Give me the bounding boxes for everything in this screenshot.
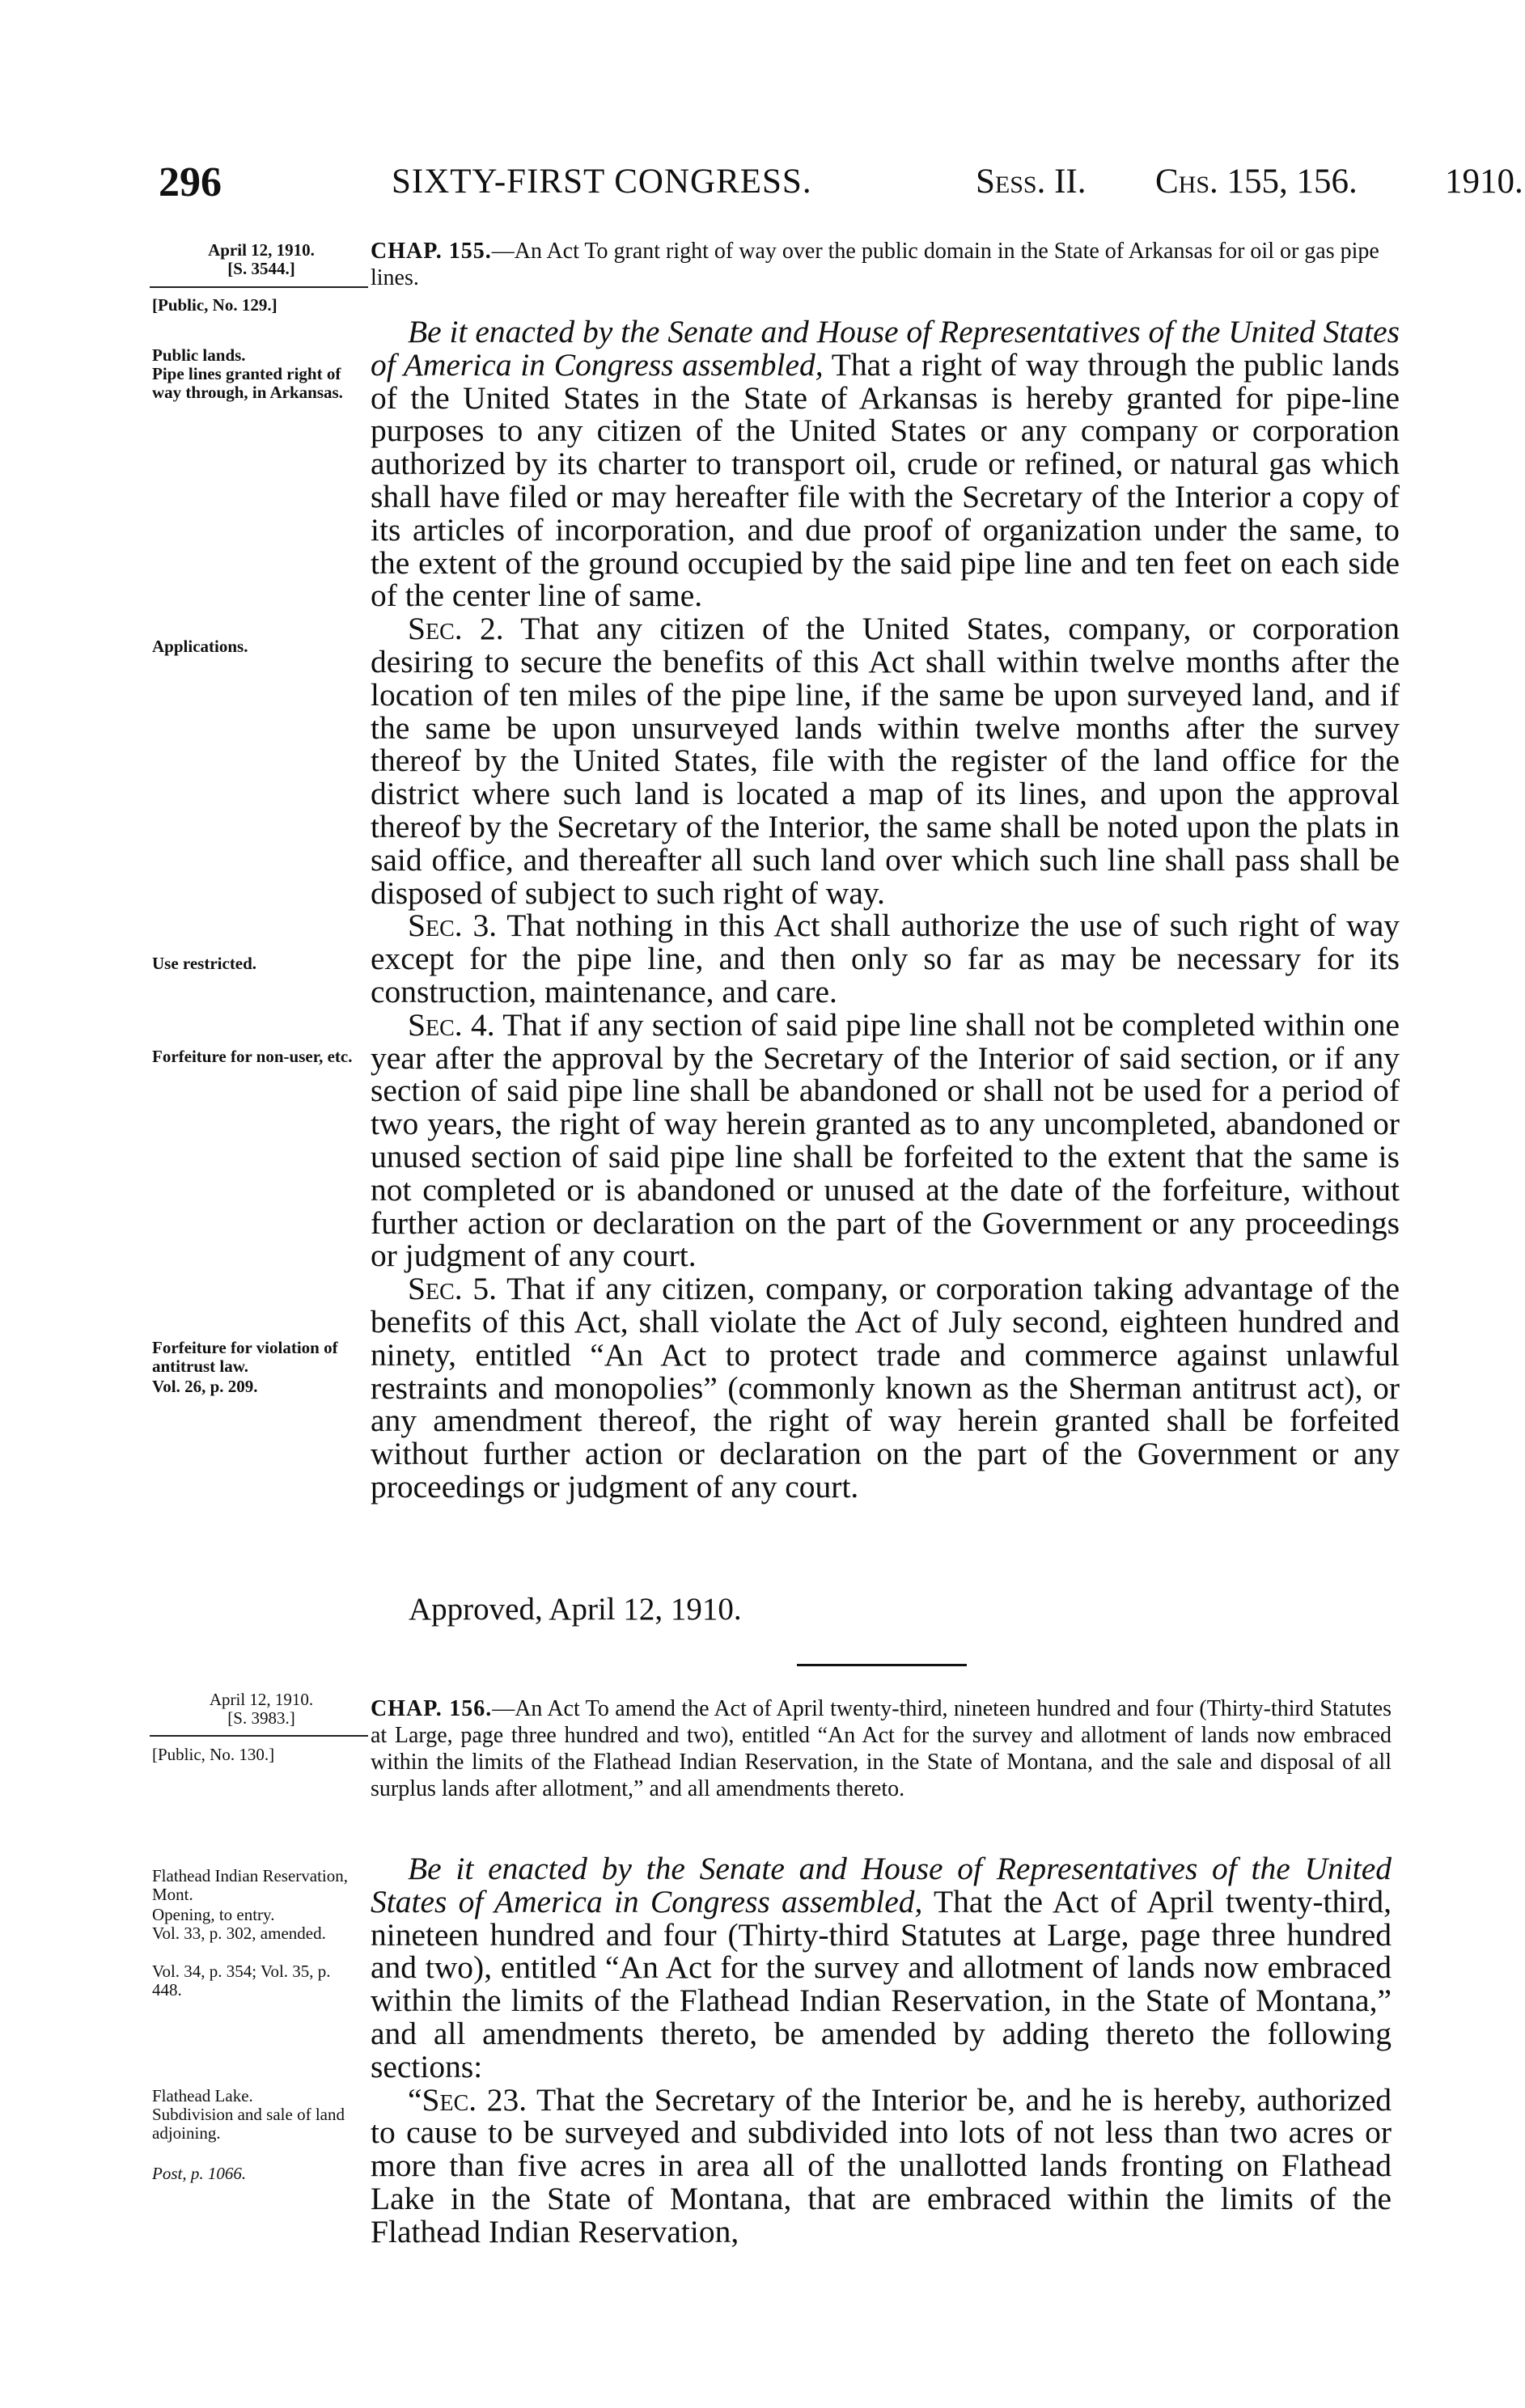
sidenote-forfeiture-violation: Forfeiture for violation of antitrust law. — [152, 1338, 338, 1376]
section-1 — [371, 315, 1400, 612]
enacting-clause: Be it enacted by the Senate and House of Representatives of the United States of America in Congress assembled, — [371, 1851, 1392, 1919]
section-2-label: Sec. 2. — [408, 611, 504, 647]
section-23-label: “Sec. 23. — [408, 2081, 527, 2118]
chap155-sidenote-date — [152, 241, 371, 278]
sidenote-vol33: Vol. 33, p. 302, amended. — [152, 1923, 326, 1943]
sidenote-post-reference: Post, p. 1066. — [152, 2164, 247, 2183]
section-5 — [371, 1272, 1400, 1504]
section-2-text: That any citizen of the United States, company, or corporation desiring to secure the benefits of this Act shall within twelve months after the location of ten miles of the pipe line, if the same be upon surveyed land, and if the same be upon unsurveyed lands within twelve months after the survey thereof by the United States, file with the register of the land office for the district where such land is located a map of its lines, and upon the approval thereof by the Secretary of the Interior, the same shall be noted upon the plats in said office, and thereafter all such land over which such line shall pass shall be disposed of subject to such right of way. — [371, 611, 1400, 911]
section-5-text: That if any citizen, company, or corporation taking advantage of the benefits of this Act, shall violate the Act of July second, eighteen hundred and ninety, entitled “An Act to protect trade and commerce against unlawful restraints and monopolies” (commonly known as the Sherman antitrust act), or any amendment thereof, the right of way herein granted shall be forfeited without further action or declaration on the part of the Government or any proceedings or judgment of any court. — [371, 1271, 1400, 1504]
caption-text: —An Act To grant right of way over the public domain in the State of Arkansas for oil or gas pipe lines. — [371, 239, 1379, 290]
section-23 — [371, 2081, 1392, 2249]
chapter-divider — [797, 1664, 967, 1666]
sidenote-vol-reference: Vol. 26, p. 209. — [152, 1377, 258, 1396]
topic-public-lands: Public lands. — [152, 345, 246, 365]
year-label: 1910. — [1445, 163, 1523, 201]
caption-text: —An Act To amend the Act of April twenty-third, nineteen hundred and four (Thirty-third Statutes at Large, page three hundred and two), entitled “An Act for the survey and allotment of lands now embraced within the limits of the Flathead Indian Reservation, in the State of Montana, and the sale and disposal of all surplus lands after allotment,” and all amendments thereto. — [371, 1696, 1392, 1801]
topic-pipe-lines: Pipe lines granted right of way through, in Arkansas. — [152, 364, 343, 402]
chap156-sidenote-date — [152, 1691, 371, 1728]
sidenote-forfeiture-nonuser: Forfeiture for non-user, etc. — [152, 1047, 353, 1066]
enacting-clause: Be it enacted by the Senate and House of Representatives of the United States of America in Congress assembled, — [371, 314, 1400, 383]
chap156-caption — [371, 1695, 1392, 1802]
enactment-date: April 12, 1910. — [209, 1690, 314, 1709]
section-4-label: Sec. 4. — [408, 1006, 495, 1043]
chap155-caption — [371, 238, 1398, 291]
section-1-text: That a right of way through the public lands of the United States in the State of Arkansas is hereby granted for pipe-line purposes to any citizen of the United States or any company or corporation authorized by its charter to transport oil, crude or refined, or natural gas which shall have filed or may hereafter file with the Secretary of the Interior a copy of its articles of incorporation, and due proof of organization under the same, to the extent of the ground occupied by the said pipe line and ten feet on each side of the center line of same. — [371, 346, 1400, 614]
senate-bill-number: [S. 3983.] — [227, 1708, 295, 1728]
chap155-body — [371, 315, 1400, 1504]
section-4-text: That if any section of said pipe line shall not be completed within one year after the approval by the Secretary of the Interior of said section, or if any section of said pipe line shall be abandoned or shall not be used for a period of two years, the right of way herein granted as to any uncompleted, abandoned or unused section of said pipe line shall be forfeited to the extent that the same is not completed or is abandoned or unused at the date of the forfeiture, without further action or declaration on the part of the Government or any proceedings or judgment of any court. — [371, 1006, 1400, 1274]
section-4 — [371, 1006, 1400, 1274]
section-23-text: That the Secretary of the Interior be, and he is hereby, authorized to cause to be surveyed and subdivided into lots of not less than two acres or more than five acres in area all of the unallotted lands fronting on Flathead Lake in the State of Montana, that are embraced within the limits of the Flathead Indian Reservation, — [371, 2081, 1392, 2249]
enactment-date: April 12, 1910. — [208, 240, 315, 260]
chap156-body — [371, 1852, 1392, 2249]
amendment-text: That the Act of April twenty-third, nineteen hundred and four (Thirty-third Statutes at Large, page three hundred and two), entitled “An Act for the survey and allotment of lands now embraced within the limits of the Flathead Indian Reservation, in the State of Montana,” and all amendments thereto, be amended by adding thereto the following sections: — [371, 1883, 1392, 2084]
chapters-label: Chs. 155, 156. — [1155, 163, 1358, 201]
sidenote-vol34: Vol. 34, p. 354; Vol. 35, p. 448. — [152, 1962, 331, 2000]
section-3 — [371, 909, 1400, 1008]
section-3-text: That nothing in this Act shall authorize the use of such right of way except for the pipe line, and then only so far as may be necessary for its construction, maintenance, and care. — [371, 908, 1400, 1009]
session-label: Sess. II. — [976, 163, 1087, 201]
sidenote-opening: Opening, to entry. — [152, 1905, 275, 1924]
section-5-label: Sec. 5. — [408, 1271, 498, 1307]
sidenote-flathead-reservation: Flathead Indian Reservation, Mont. — [152, 1866, 349, 1904]
section-3-label: Sec. 3. — [408, 908, 498, 944]
sidenote-use-restricted: Use restricted. — [152, 954, 257, 973]
public-law-number: [Public, No. 129.] — [152, 295, 277, 315]
section-2 — [371, 612, 1400, 909]
sidenote-subdivision: Subdivision and sale of land adjoining. — [152, 2105, 345, 2143]
running-header — [159, 159, 1523, 215]
senate-bill-number: [S. 3544.] — [227, 259, 295, 278]
public-law-number: [Public, No. 130.] — [152, 1745, 275, 1764]
congress-title: SIXTY-FIRST CONGRESS. — [392, 163, 812, 201]
chapter-label: CHAP. 155. — [371, 239, 492, 264]
sidenote-applications: Applications. — [152, 637, 248, 656]
sidenote-divider — [150, 286, 368, 288]
sidenote-flathead-lake: Flathead Lake. — [152, 2086, 253, 2105]
enacting-paragraph — [371, 1852, 1392, 2084]
approval-line: Approved, April 12, 1910. — [409, 1592, 742, 1627]
page-number: 296 — [159, 159, 222, 205]
sidenote-divider — [150, 1735, 368, 1737]
chapter-label: CHAP. 156. — [371, 1696, 493, 1721]
